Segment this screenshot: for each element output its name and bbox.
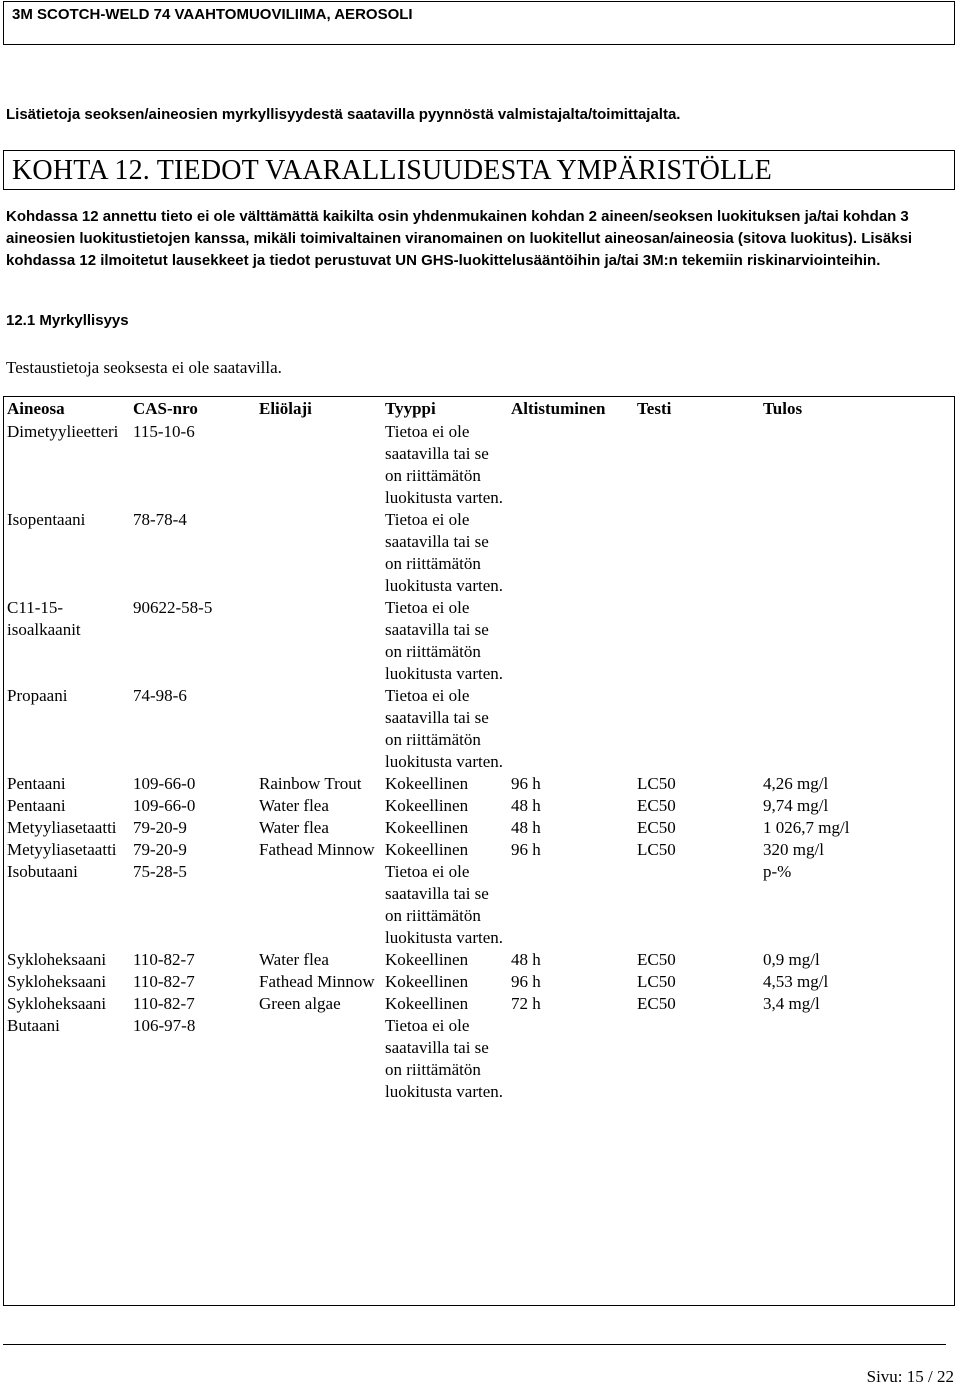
document-header (3, 1, 955, 45)
ecotoxicity-table-frame (3, 396, 955, 1306)
table-row (4, 773, 954, 795)
table-cell: 9,74 mg/l (763, 796, 829, 815)
table-cell (634, 861, 760, 949)
table-cell: 109-66-0 (133, 774, 196, 793)
table-cell: Tietoa ei ole saatavilla tai se on riittämätön luokitusta varten. (385, 422, 504, 507)
table-cell: Pentaani (7, 796, 66, 815)
table-cell (256, 1015, 382, 1103)
table-cell: EC50 (637, 950, 676, 969)
table-cell: 3,4 mg/l (763, 994, 820, 1013)
table-cell: Sykloheksaani (7, 994, 107, 1013)
table-cell: 96 h (511, 972, 541, 991)
column-header: Eliölaji (259, 399, 312, 418)
table-cell: LC50 (637, 972, 676, 991)
table-row (4, 685, 954, 773)
table-cell (256, 597, 382, 685)
table-cell (256, 421, 382, 509)
table-cell (634, 421, 760, 509)
table-cell: 110-82-7 (133, 950, 195, 969)
table-cell: 79-20-9 (133, 818, 187, 837)
section-title: KOHTA 12. TIEDOT VAARALLISUUDESTA YMPÄRISTÖLLE (12, 155, 772, 186)
table-cell: Fathead Minnow (259, 840, 375, 859)
table-row (4, 993, 954, 1015)
table-cell: 90622-58-5 (133, 598, 213, 617)
document-title: 3M SCOTCH-WELD 74 VAAHTOMUOVILIIMA, AEROSOLI (12, 6, 413, 23)
intro-paragraph: Kohdassa 12 annettu tieto ei ole välttämättä kaikilta osin yhdenmukainen kohdan 2 aineen/seoksen luokituksen ja/tai kohdan 3 aineosien luokitustietojen kanssa, mikäli toimivaltainen viranomainen on luokitellut aineosan/aineosia (sitova luokitus). Lisäksi kohdassa 12 ilmoitetut lausekkeet ja tiedot perustuvat UN GHS-luokittelusääntöihin ja/tai 3M:n tekemiin riskinarviointeihin. (6, 208, 913, 269)
table-cell: Isopentaani (7, 510, 86, 529)
table-cell (508, 1015, 634, 1103)
table-cell (634, 597, 760, 685)
table-cell (760, 1015, 954, 1103)
table-row (4, 509, 954, 597)
table-cell: Propaani (7, 686, 68, 705)
table-cell: Kokeellinen (385, 950, 469, 969)
table-cell: Water flea (259, 796, 329, 815)
table-cell: Pentaani (7, 774, 66, 793)
test-data-note: Testaustietoja seoksesta ei ole saatavilla. (6, 358, 282, 377)
table-cell: Sykloheksaani (7, 972, 107, 991)
table-cell: Water flea (259, 950, 329, 969)
table-cell (256, 861, 382, 949)
table-cell: Tietoa ei ole saatavilla tai se on riittämätön luokitusta varten. (385, 686, 504, 771)
column-header: Altistuminen (511, 399, 606, 418)
table-row (4, 971, 954, 993)
table-cell: Metyyliasetaatti (7, 840, 117, 859)
column-header: Tulos (763, 399, 803, 418)
table-cell (508, 421, 634, 509)
column-header: CAS-nro (133, 399, 198, 418)
table-cell: EC50 (637, 818, 676, 837)
table-cell: 78-78-4 (133, 510, 187, 529)
table-header-row (4, 397, 954, 421)
column-header: Tyyppi (385, 399, 436, 418)
table-cell: EC50 (637, 994, 676, 1013)
table-cell: 110-82-7 (133, 994, 195, 1013)
section-header (3, 150, 955, 190)
table-row (4, 861, 954, 949)
table-cell: LC50 (637, 840, 676, 859)
table-row (4, 421, 954, 509)
table-cell (256, 509, 382, 597)
table-cell (508, 685, 634, 773)
table-cell: C11-15-isoalkaanit (7, 598, 81, 639)
table-cell: Dimetyylieetteri (7, 422, 119, 441)
table-cell: 109-66-0 (133, 796, 196, 815)
table-cell (634, 509, 760, 597)
table-cell: Kokeellinen (385, 972, 469, 991)
table-row (4, 839, 954, 861)
table-cell: 74-98-6 (133, 686, 187, 705)
table-cell (760, 421, 954, 509)
ecotoxicity-table (4, 397, 954, 1103)
table-cell (508, 597, 634, 685)
table-cell: Tietoa ei ole saatavilla tai se on riittämätön luokitusta varten. (385, 598, 504, 683)
table-cell (760, 685, 954, 773)
table-cell (508, 509, 634, 597)
table-row (4, 949, 954, 971)
table-cell: Tietoa ei ole saatavilla tai se on riittämätön luokitusta varten. (385, 862, 504, 947)
table-cell: 115-10-6 (133, 422, 195, 441)
table-cell: 0,9 mg/l (763, 950, 820, 969)
table-cell: 106-97-8 (133, 1016, 196, 1035)
table-cell: p-% (763, 862, 792, 881)
table-row (4, 817, 954, 839)
table-row (4, 597, 954, 685)
table-cell: 96 h (511, 840, 541, 859)
table-cell: 48 h (511, 818, 541, 837)
table-cell (760, 509, 954, 597)
table-cell: 48 h (511, 796, 541, 815)
table-cell (634, 685, 760, 773)
table-cell (508, 861, 634, 949)
table-cell: 75-28-5 (133, 862, 187, 881)
table-cell: Isobutaani (7, 862, 78, 881)
table-cell (760, 597, 954, 685)
table-cell: 96 h (511, 774, 541, 793)
table-cell: Kokeellinen (385, 796, 469, 815)
subsection-title: 12.1 Myrkyllisyys (6, 312, 129, 329)
table-cell: LC50 (637, 774, 676, 793)
table-cell: Water flea (259, 818, 329, 837)
page-number: Sivu: 15 / 22 (866, 1367, 954, 1386)
table-cell: Tietoa ei ole saatavilla tai se on riittämätön luokitusta varten. (385, 1016, 504, 1101)
info-line: Lisätietoja seoksen/aineosien myrkyllisyydestä saatavilla pyynnöstä valmistajalta/toimittajalta. (6, 106, 681, 123)
table-cell: 72 h (511, 994, 541, 1013)
table-cell: 48 h (511, 950, 541, 969)
table-cell: Kokeellinen (385, 818, 469, 837)
table-cell (634, 1015, 760, 1103)
table-cell (256, 685, 382, 773)
table-cell: 110-82-7 (133, 972, 195, 991)
column-header: Testi (637, 399, 672, 418)
table-cell: Fathead Minnow (259, 972, 375, 991)
column-header: Aineosa (7, 399, 65, 418)
table-cell: Kokeellinen (385, 994, 469, 1013)
footer-divider (3, 1344, 946, 1345)
table-row (4, 1015, 954, 1103)
table-cell: 79-20-9 (133, 840, 187, 859)
table-cell: Kokeellinen (385, 774, 469, 793)
table-cell: Green algae (259, 994, 341, 1013)
table-cell: Sykloheksaani (7, 950, 107, 969)
table-cell: Rainbow Trout (259, 774, 362, 793)
table-cell: EC50 (637, 796, 676, 815)
table-cell: 4,26 mg/l (763, 774, 829, 793)
table-cell: 320 mg/l (763, 840, 824, 859)
table-cell: Kokeellinen (385, 840, 469, 859)
table-cell: Butaani (7, 1016, 60, 1035)
table-cell: 4,53 mg/l (763, 972, 829, 991)
table-cell: Tietoa ei ole saatavilla tai se on riittämätön luokitusta varten. (385, 510, 504, 595)
table-row (4, 795, 954, 817)
table-cell: 1 026,7 mg/l (763, 818, 850, 837)
table-cell: Metyyliasetaatti (7, 818, 117, 837)
